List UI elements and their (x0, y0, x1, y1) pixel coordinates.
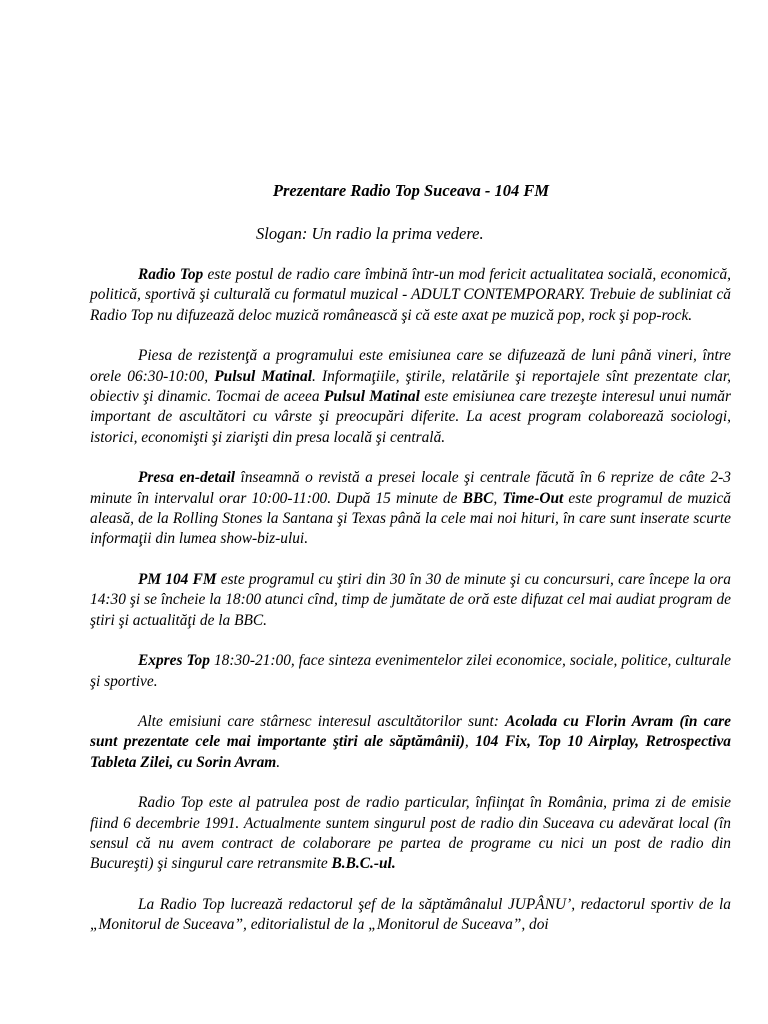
bold-text: PM 104 FM (138, 570, 217, 588)
bold-text: B.B.C.-ul. (331, 855, 396, 873)
paragraph-radio-top (90, 265, 731, 326)
paragraph-text: înseamnă o revistă a presei locale şi centrale făcută în 6 reprize de câte 2-3 minute în intervalul orar 10:00-11:00. După 15 minute de (90, 469, 731, 507)
paragraph-text: Alte emisiuni care stârnesc interesul ascultătorilor sunt: (138, 712, 506, 730)
bold-text: BBC (462, 489, 494, 507)
bold-text: Time-Out (502, 489, 564, 507)
paragraph-text: este emisiunea care trezeşte interesul unui număr important de ascultători cu vârste şi preocupări diferite. La acest program colaborează sociologi, istorici, economişti şi ziarişti din presa locală şi centrală. (90, 388, 731, 446)
paragraph-text: . (276, 753, 281, 771)
bold-text: Acolada cu Florin Avram (în care sunt prezentate cele mai importante ştiri ale săptămânii) (90, 712, 731, 751)
bold-text: Expres Top (138, 652, 210, 670)
paragraph-expres-top (90, 651, 731, 692)
bold-text: Radio Top (138, 266, 204, 283)
paragraph-presa-en-detail (90, 468, 731, 550)
paragraph-text: , (493, 489, 503, 507)
bold-text: 104 Fix, Top 10 Airplay, Retrospectiva Tableta Zilei, cu Sorin Avram (90, 733, 731, 771)
paragraph-text: 18:30-21:00, face sinteza evenimentelor zilei economice, sociale, politice, culturale şi sportive. (90, 652, 731, 690)
paragraph-text: Radio Top este al patrulea post de radio particular, înfiinţat în România, prima zi de emisie fiind 6 decembrie 1991. Actualmente suntem singurul post de radio din Suceava cu adevărat local (în sensul că nu avem contract de colaborare pe partea de programe cu nici un post de radio din Bucureşti) şi singurul care retransmite (90, 794, 731, 873)
paragraph-redactori (90, 895, 731, 936)
bold-text: Pulsul Matinal (323, 388, 420, 406)
slogan: Slogan: Un radio la prima vedere. (256, 224, 484, 243)
paragraph-text: este programul de muzică aleasă, de la Rolling Stones la Santana şi Texas până la cele mai noi hituri, în care sunt inserate scurte informaţii din lumea show-biz-ului. (90, 489, 731, 548)
paragraph-text: este programul cu ştiri din 30 în 30 de minute şi cu concursuri, care începe la ora 14:30 şi se încheie la 18:00 atunci cînd, timp de jumătate de oră este difuzat cel mai audiat program de ştiri şi actualităţi de la BBC. (90, 570, 731, 629)
paragraph-text: La Radio Top lucrează redactorul şef de la săptămânalul JUPÂNU’, redactorul sportiv de la „Monitorul de Suceava”, editorialistul de la „Monitorul de Suceava”, doi (90, 895, 731, 934)
paragraph-alte-emisiuni (90, 712, 731, 773)
document-title: Prezentare Radio Top Suceava - 104 FM (272, 181, 550, 200)
paragraph-text: , (464, 733, 476, 751)
paragraph-text: . Informaţiile, ştirile, relatările şi reportajele sînt prezentate clar, obiectiv şi dinamic. Tocmai de aceea (90, 367, 731, 406)
paragraph-istoric (90, 793, 731, 875)
bold-text: Pulsul Matinal (214, 367, 312, 385)
paragraph-text: Piesa de rezistenţă a programului este emisiunea care se difuzează de luni până vineri, între orele 06:30-10:00, (90, 347, 731, 385)
paragraph-pm-104-fm (90, 570, 731, 631)
paragraph-text: este postul de radio care îmbină într-un mod fericit actualitatea socială, economică, politică, sportivă şi culturală cu formatul muzical - ADULT CONTEMPORARY. Trebuie de subliniat că Radio Top nu difuzează deloc muzică românească şi că este axat pe muzică pop, rock şi pop-rock. (90, 266, 731, 324)
document-body (90, 265, 731, 956)
bold-text: Presa en-detail (138, 469, 236, 487)
paragraph-pulsul-matinal (90, 346, 731, 448)
